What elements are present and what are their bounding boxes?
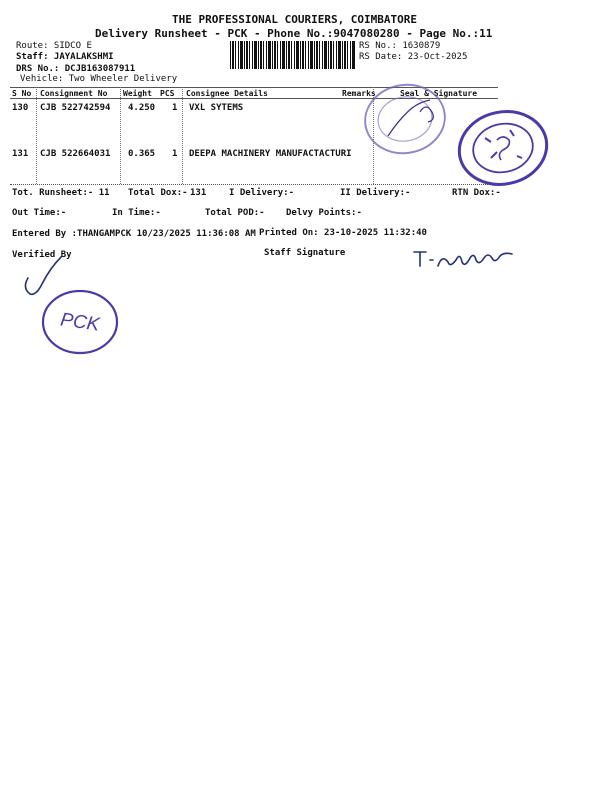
col-divider	[182, 87, 183, 184]
seal-stamp-left	[360, 78, 450, 160]
out-time: Out Time:-	[12, 208, 67, 218]
company-title: THE PROFESSIONAL COURIERS, COIMBATORE	[172, 13, 418, 26]
entered-by: Entered By :THANGAMPCK 10/23/2025 11:36:08 AM	[12, 229, 256, 239]
row2-consignee: DEEPA MACHINERY MANUFACTACTURI	[189, 149, 352, 159]
drs-number: DRS No.: DCJB163087911	[16, 64, 136, 74]
table-bottom-rule	[10, 184, 498, 185]
header-pcs: PCS	[160, 89, 175, 98]
rs-date: RS Date: 23-Oct-2025	[359, 52, 468, 62]
i-delivery: I Delivery:-	[229, 188, 295, 198]
route-label: Route: SIDCO E	[16, 41, 92, 51]
header-consignment: Consignment No	[40, 89, 108, 98]
header-seal-signature: Seal & Signature	[400, 89, 478, 98]
row1-consignment: CJB 522742594	[40, 103, 111, 113]
row1-consignee: VXL SYTEMS	[189, 103, 244, 113]
pck-stamp-text: PCK	[59, 309, 101, 336]
pck-stamp	[38, 290, 124, 356]
row2-pcs: 1	[172, 149, 178, 159]
delvy-points: Delvy Points:-	[286, 208, 362, 218]
staff-signature-label: Staff Signature	[264, 248, 346, 258]
total-dox-value: 131	[190, 188, 207, 198]
tot-runsheet: Tot. Runsheet:- 11	[12, 188, 110, 198]
header-sno: S No	[12, 89, 32, 98]
staff-label: Staff: JAYALAKSHMI	[16, 52, 114, 62]
verified-by: Verified By	[12, 250, 72, 260]
in-time: In Time:-	[112, 208, 161, 218]
barcode-image	[230, 41, 356, 69]
row1-sno: 130	[12, 103, 29, 113]
col-divider	[120, 87, 121, 184]
total-dox-label: Total Dox:-	[128, 188, 188, 198]
row2-consignment: CJB 522664031	[40, 149, 111, 159]
header-remarks: Remarks	[342, 89, 376, 98]
row1-pcs: 1	[172, 103, 178, 113]
total-pod: Total POD:-	[205, 208, 265, 218]
row1-weight: 4.250	[128, 103, 156, 113]
row2-sno: 131	[12, 149, 29, 159]
vehicle-label: Vehicle: Two Wheeler Delivery	[20, 74, 178, 84]
seal-stamp-right	[455, 108, 551, 188]
runsheet-subtitle: Delivery Runsheet - PCK - Phone No.:9047080280 - Page No.:11	[95, 27, 493, 40]
ii-delivery: II Delivery:-	[340, 188, 411, 198]
printed-on: Printed On: 23-10-2025 11:32:40	[259, 228, 427, 238]
staff-signature-scribble	[410, 246, 540, 274]
col-divider	[36, 87, 37, 184]
rs-number: RS No.: 1630879	[359, 41, 441, 51]
rtn-dox: RTN Dox:-	[452, 188, 501, 198]
header-consignee: Consignee Details	[186, 89, 268, 98]
header-weight: Weight	[123, 89, 152, 98]
row2-weight: 0.365	[128, 149, 156, 159]
